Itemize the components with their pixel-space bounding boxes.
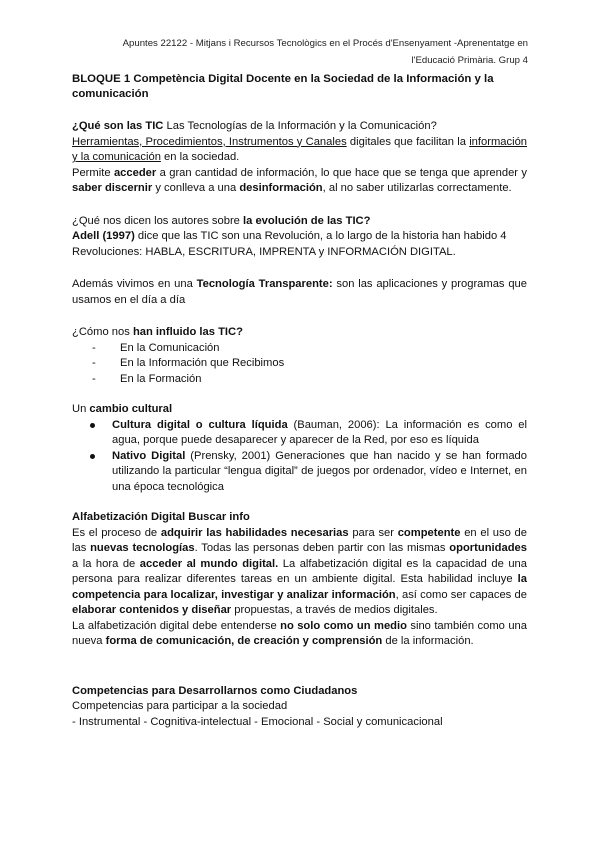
influido-question: ¿Cómo nos han influido las TIC? [72, 326, 243, 338]
title-line-1: BLOQUE 1 Competència Digital Docente en la Sociedad de la Información y la [72, 73, 494, 85]
tic-definition: Herramientas, Procedimientos, Instrumentos y Canales digitales que facilitan la información y la comunicación en la sociedad. [72, 135, 528, 163]
list-item: - En la Comunicación [92, 341, 220, 354]
document-body [72, 72, 527, 730]
competencias-line-2: - Instrumental - Cognitiva-intelectual - Emocional - Social y comunicacional [72, 715, 443, 728]
influido-list [72, 341, 527, 388]
title-line-2: comunicación [72, 88, 149, 100]
cambio-list [72, 418, 527, 496]
list-item: - En la Formación [92, 372, 202, 385]
competencias-heading: Competencias para Desarrollarnos como Ciudadanos [72, 684, 358, 697]
header-line-1: Apuntes 22122 - Mitjans i Recursos Tecnològics en el Procés d'Ensenyament -Aprenentatge en [122, 38, 528, 49]
list-item: - En la Información que Recibimos [92, 357, 285, 369]
alfabetizacion-heading: Alfabetización Digital Buscar info [72, 511, 250, 523]
bullet-icon [90, 454, 95, 459]
tic-paragraph: Permite acceder a gran cantidad de información, lo que hace que se tenga que aprender y saber discernir y conlleva a una desinformación, al no saber utilizarlas correctamente. [72, 166, 528, 194]
document-title [72, 72, 527, 102]
alfabetizacion-paragraph-1: Es el proceso de adquirir las habilidades necesarias para ser competente en el uso de las nuevas tecnologías. Todas las personas deben partir con las mismas oportunidades a la hora de acceder al mundo digital. La alfabetización digital es la capacidad de una persona para realizar diferentes tareas en un ambiente digital. Esta habilidad incluye la competencia para localizar, investigar y analizar información, así como ser capaces de elaborar contenidos y diseñar propuestas, a través de medios digitales. [72, 526, 527, 616]
competencias-line-1: Competencias para participar a la sociedad [72, 700, 288, 712]
alfabetizacion-paragraph-2: La alfabetización digital debe entenderse no solo como un medio sino también como una nueva forma de comunicación, de creación y comprensión de la información. [72, 619, 527, 647]
list-item: Nativo Digital (Prensky, 2001) Generaciones que han nacido y se han formado utilizando la particular “lengua digital” de juegos por ordenador, vídeo e Internet, en una época tecnológica [90, 449, 527, 496]
list-item: Cultura digital o cultura líquida (Bauman, 2006): La información es como el agua, porque puede desaparecer y aparecer de la Red, por eso es líquida [90, 418, 527, 449]
cambio-heading: Un cambio cultural [72, 403, 173, 415]
autores-question: ¿Qué nos dicen los autores sobre la evolución de las TIC? [72, 214, 371, 227]
adell-paragraph: Adell (1997) dice que las TIC son una Revolución, a lo largo de la historia han habido 4 Revoluciones: HABLA, ESCRITURA, IMPRENTA y INFORMACIÓN DIGITAL. [72, 230, 507, 258]
page-header [68, 35, 528, 69]
tic-question: ¿Qué son las TIC Las Tecnologías de la Información y la Comunicación? [72, 120, 437, 132]
header-line-2: l'Educació Primària. Grup 4 [411, 55, 528, 66]
bullet-icon [90, 423, 95, 428]
transparente-paragraph: Además vivimos en una Tecnología Transparente: son las aplicaciones y programas que usamos en el día a día [72, 278, 527, 306]
